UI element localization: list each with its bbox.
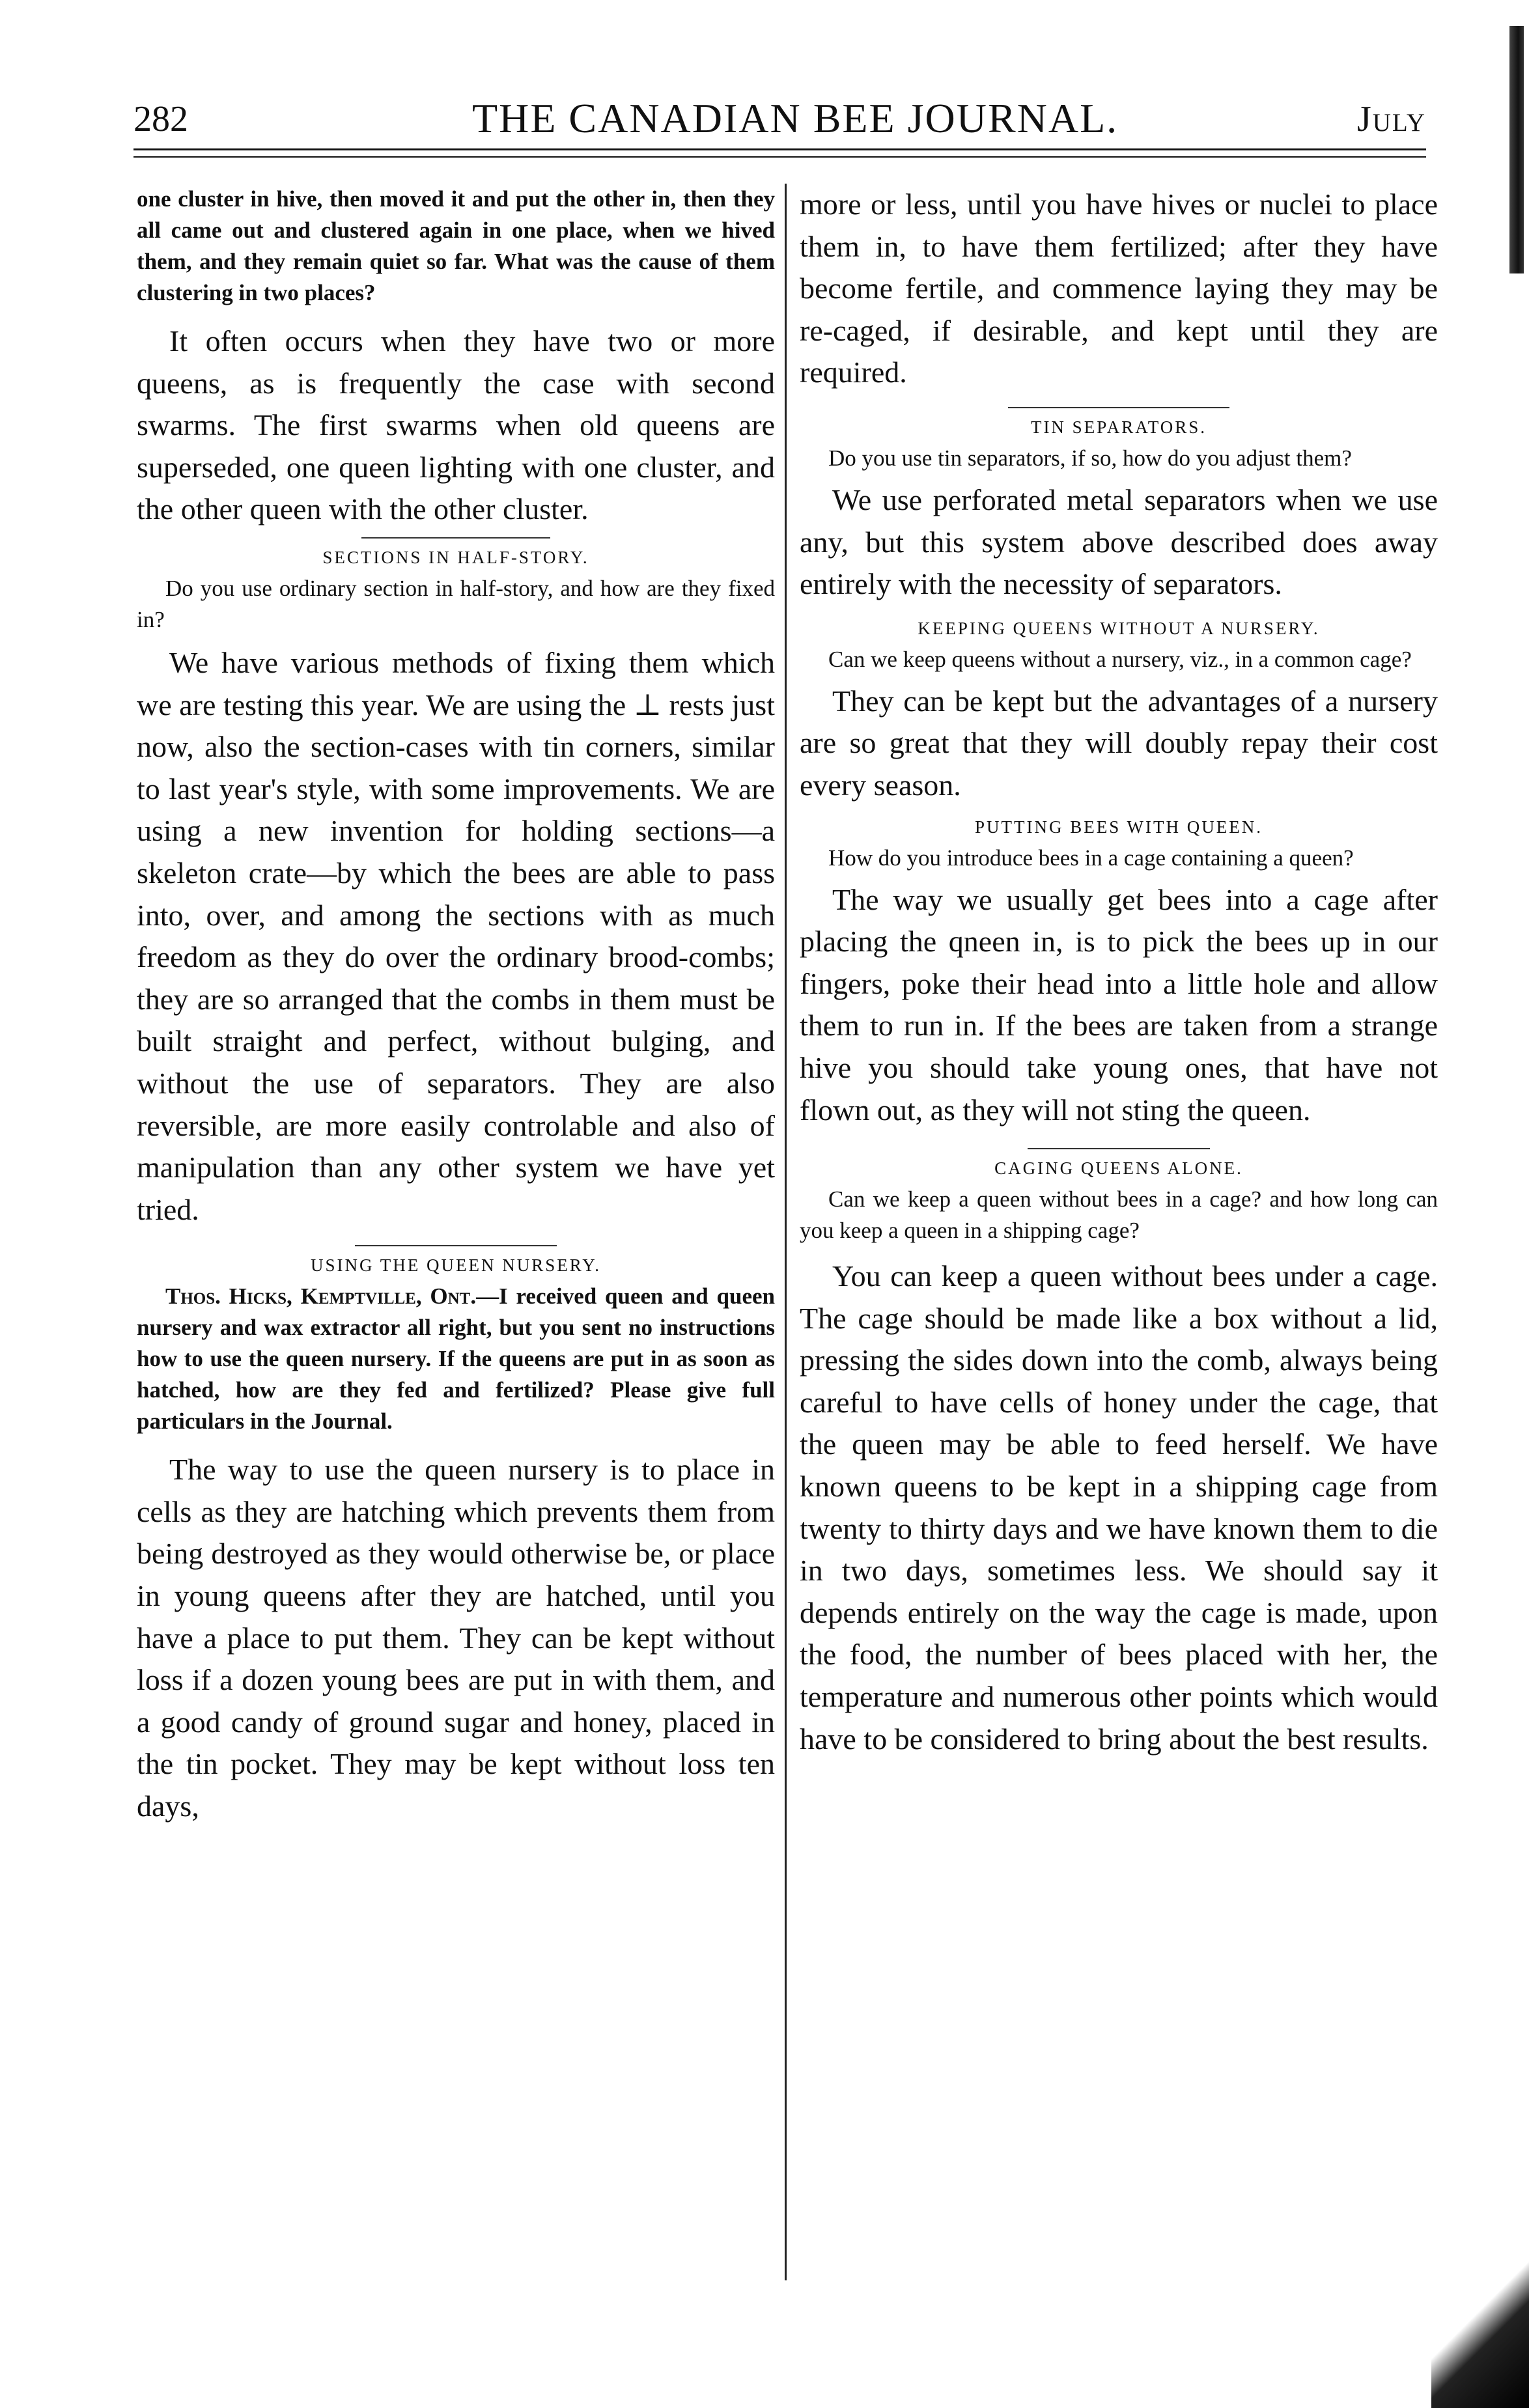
question-body: —I received queen and queen nursery and wax extractor all right, but you sent no instructions how to use the queen nursery. If the queens are put in as soon as hatched, how are they fed and fertilized? Please give full particulars in the Journal.: [137, 1283, 775, 1435]
answer-text: We use perforated metal separators when we use any, but this system above described does away entirely with the necessity of separators.: [800, 483, 1438, 601]
section-heading: SECTIONS IN HALF-STORY.: [322, 547, 589, 567]
right-column: [800, 184, 1438, 1760]
page-number: 282: [133, 99, 188, 139]
header-rule-thin: [133, 156, 1426, 158]
question-text: Do you use ordinary section in half-story, and how are they fixed in?: [137, 575, 775, 632]
question-text: How do you introduce bees in a cage containing a queen?: [828, 845, 1354, 871]
answer-text-continued: more or less, until you have hives or nuclei to place them in, to have them fertilized; after they have become fertile, and commence laying they may be re-caged, if desirable, and kept until they are required.: [800, 188, 1438, 389]
section-heading: PUTTING BEES WITH QUEEN.: [975, 817, 1263, 837]
section-heading: CAGING QUEENS ALONE.: [994, 1158, 1243, 1179]
running-header: [133, 94, 1426, 147]
answer-text: You can keep a queen without bees under a cage. The cage should be made like a box without a lid, pressing the sides down into the comb, always being careful to have cells of honey under the cage, that the queen may be able to feed herself. We have known queens to be kept in a shipping cage from twenty to thirty days and we have known them to die in two days, sometimes less. We should say it depends entirely on the way the cage is made, upon the food, the number of bees placed with her, the temperature and numerous other points which would have to be considered to bring about the best results.: [800, 1259, 1438, 1756]
answer-text: The way we usually get bees into a cage after placing the qneen in, is to pick the bees up in our fingers, poke their head into a little hole and allow them to run in. If the bees are taken from a strange hive you should take young ones, that have not flown out, as they will not sting the queen.: [800, 882, 1438, 1127]
section-rule: [361, 537, 550, 539]
answer-text: We have various methods of fixing them which we are testing this year. We are using the ⊥ rests just now, also the section-cases with tin corners, similar to last year's style, with some improvements. We are using a new invention for holding sections—a skeleton crate—by which the bees are able to pass into, over, and among the sections with as much freedom as they do over the ordinary brood-combs; they are so arranged that the combs in them must be built straight and perfect, without bulging, and without the use of separators. They are also reversible, are more easily controlable and also of manipulation than any other system we have yet tried.: [137, 645, 775, 1226]
section-rule: [1008, 407, 1229, 408]
answer-text: It often occurs when they have two or more queens, as is frequently the case with second swarms. The first swarms when old queens are superseded, one queen lighting with one cluster, and the other queen with the other cluster.: [137, 324, 775, 526]
answer-text: They can be kept but the advantages of a nursery are so great that they will doubly repay their cost every season.: [800, 684, 1438, 802]
section-rule: [355, 1245, 557, 1246]
section-heading: TIN SEPARATORS.: [1030, 417, 1207, 437]
question-text: Can we keep queens without a nursery, viz., in a common cage?: [828, 646, 1412, 672]
correspondent-name: Thos. Hicks, Kemptville, Ont.: [165, 1283, 477, 1309]
section-heading: KEEPING QUEENS WITHOUT A NURSERY.: [918, 618, 1320, 638]
question-text: Do you use tin separators, if so, how do you adjust them?: [828, 445, 1352, 471]
section-rule: [1028, 1148, 1210, 1149]
left-column: [137, 184, 775, 1828]
answer-text: The way to use the queen nursery is to place in cells as they are hatching which prevents them from being destroyed as they would otherwise be, or place in young queens after they are hatched, until you have a place to put them. They can be kept without loss if a dozen young bees are put in with them, and a good candy of ground sugar and honey, placed in the tin pocket. They may be kept without loss ten days,: [137, 1453, 775, 1823]
question-text: Can we keep a queen without bees in a cage? and how long can you keep a queen in a shipping cage?: [800, 1186, 1438, 1244]
question-text: [137, 1281, 775, 1437]
page-corner-shadow: [1431, 2239, 1529, 2408]
journal-title: THE CANADIAN BEE JOURNAL.: [472, 95, 1119, 141]
question-text: one cluster in hive, then moved it and put the other in, then they all came out and clustered again in one place, when we hived them, and they remain quiet so far. What was the cause of them clustering in two places?: [137, 186, 775, 305]
issue-month: July: [1356, 99, 1426, 139]
section-heading: USING THE QUEEN NURSERY.: [310, 1255, 602, 1276]
column-divider: [785, 184, 787, 2280]
header-rule: [133, 148, 1426, 150]
binding-edge: [1509, 26, 1524, 273]
